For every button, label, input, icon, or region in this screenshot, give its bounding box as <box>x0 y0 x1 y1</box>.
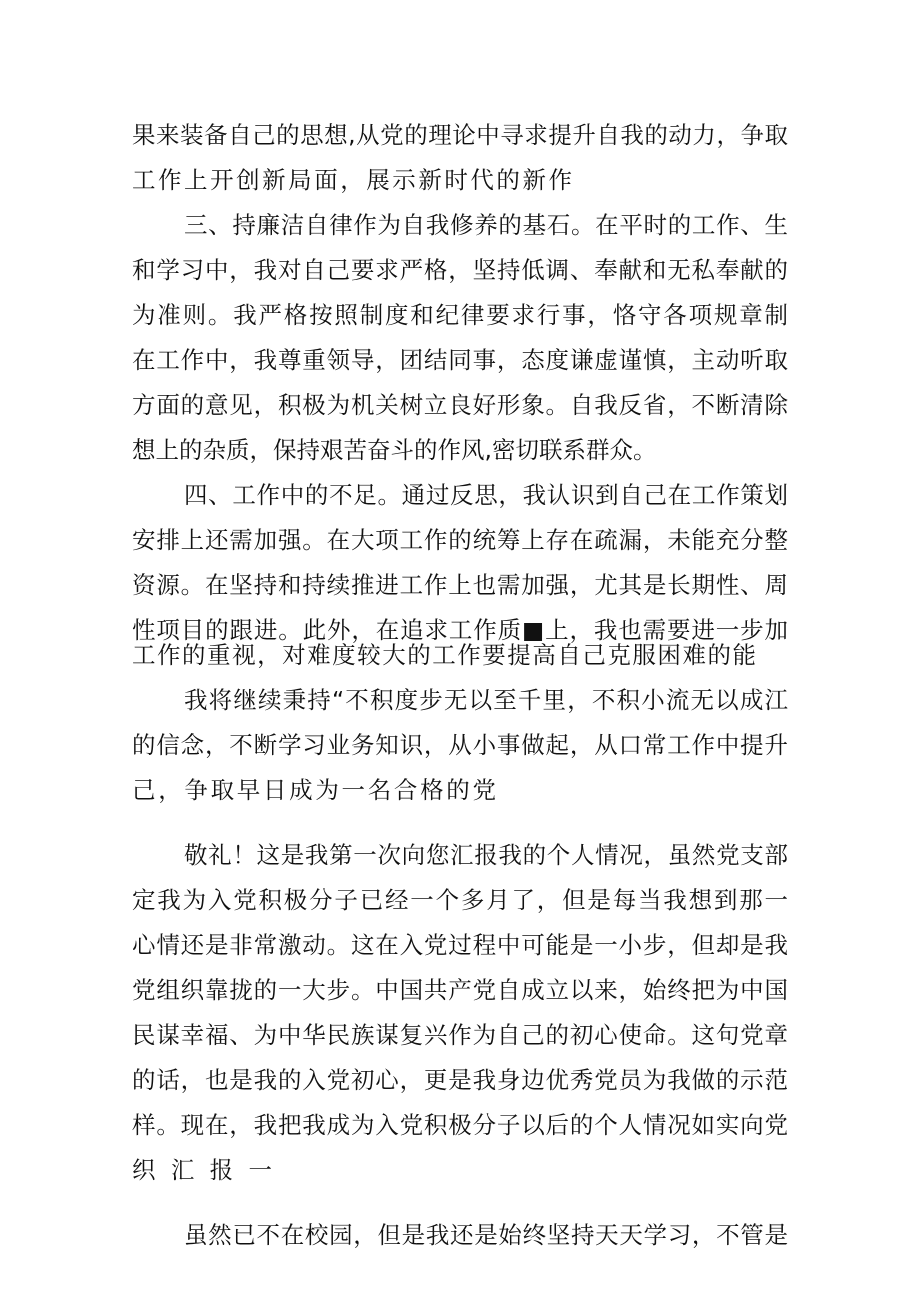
text-line: 安排上还需加强。在大项工作的统筹上存在疏漏，未能充分整 <box>132 526 788 554</box>
text-line: 定我为入党积极分子已经一个多月了，但是每当我想到那一 <box>132 886 788 914</box>
text-line: 工作的重视，对难度较大的工作要提高自己克服困难的能 <box>132 641 756 669</box>
text-line: 己，争取早日成为一名合格的党 <box>132 776 496 804</box>
text-line: 资源。在坚持和持续推进工作上也需加强，尤其是长期性、周 <box>132 571 788 599</box>
text-line: 样。现在，我把我成为入党积极分子以后的个人情况如实向党 <box>132 1111 788 1139</box>
text-line: 在工作中，我尊重领导，团结同事，态度谦虚谨慎，主动听取 <box>132 346 788 374</box>
paragraph-start-line: 敬礼！这是我第一次向您汇报我的个人情况，虽然党支部 <box>184 841 788 869</box>
paragraph-start-line: 虽然已不在校园，但是我还是始终坚持天天学习，不管是 <box>184 1221 788 1249</box>
text-line: 党组织靠拢的一大步。中国共产党自成立以来，始终把为中国 <box>132 976 788 1004</box>
text-line: 心情还是非常激动。这在入党过程中可能是一小步，但却是我 <box>132 931 788 959</box>
text-line: 性项目的跟进。此外，在追求工作质■上，我也需要进一步加 <box>132 616 788 644</box>
paragraph-start-line: 四、工作中的不足。通过反思，我认识到自己在工作策划 <box>184 481 788 509</box>
text-line: 方面的意见，积极为机关树立良好形象。自我反省，不断清除 <box>132 391 788 419</box>
text-line: 果来装备自己的思想,从党的理论中寻求提升自我的动力，争取 <box>132 121 788 149</box>
text-line: 民谋幸福、为中华民族谋复兴作为自己的初心使命。这句党章 <box>132 1021 788 1049</box>
text-line: 和学习中，我对自己要求严格，坚持低调、奉献和无私奉献的 <box>132 256 788 284</box>
text-line: 的信念，不断学习业务知识，从小事做起，从口常工作中提升 <box>132 731 788 759</box>
text-line: 的话，也是我的入党初心，更是我身边优秀党员为我做的示范 <box>132 1066 788 1094</box>
paragraph-start-line: 我将继续秉持“不积度步无以至千里，不积小流无以成江 <box>184 686 788 714</box>
text-line: 为准则。我严格按照制度和纪律要求行事，恪守各项规章制 <box>132 301 788 329</box>
text-line: 工作上开创新局面，展示新时代的新作 <box>132 166 572 194</box>
text-line: 织汇报一 <box>132 1156 272 1184</box>
text-line: 想上的杂质，保持艰苦奋斗的作风,密切联系群众。 <box>132 436 657 464</box>
paragraph-start-line: 三、持廉洁自律作为自我修养的基石。在平时的工作、生 <box>184 211 788 239</box>
